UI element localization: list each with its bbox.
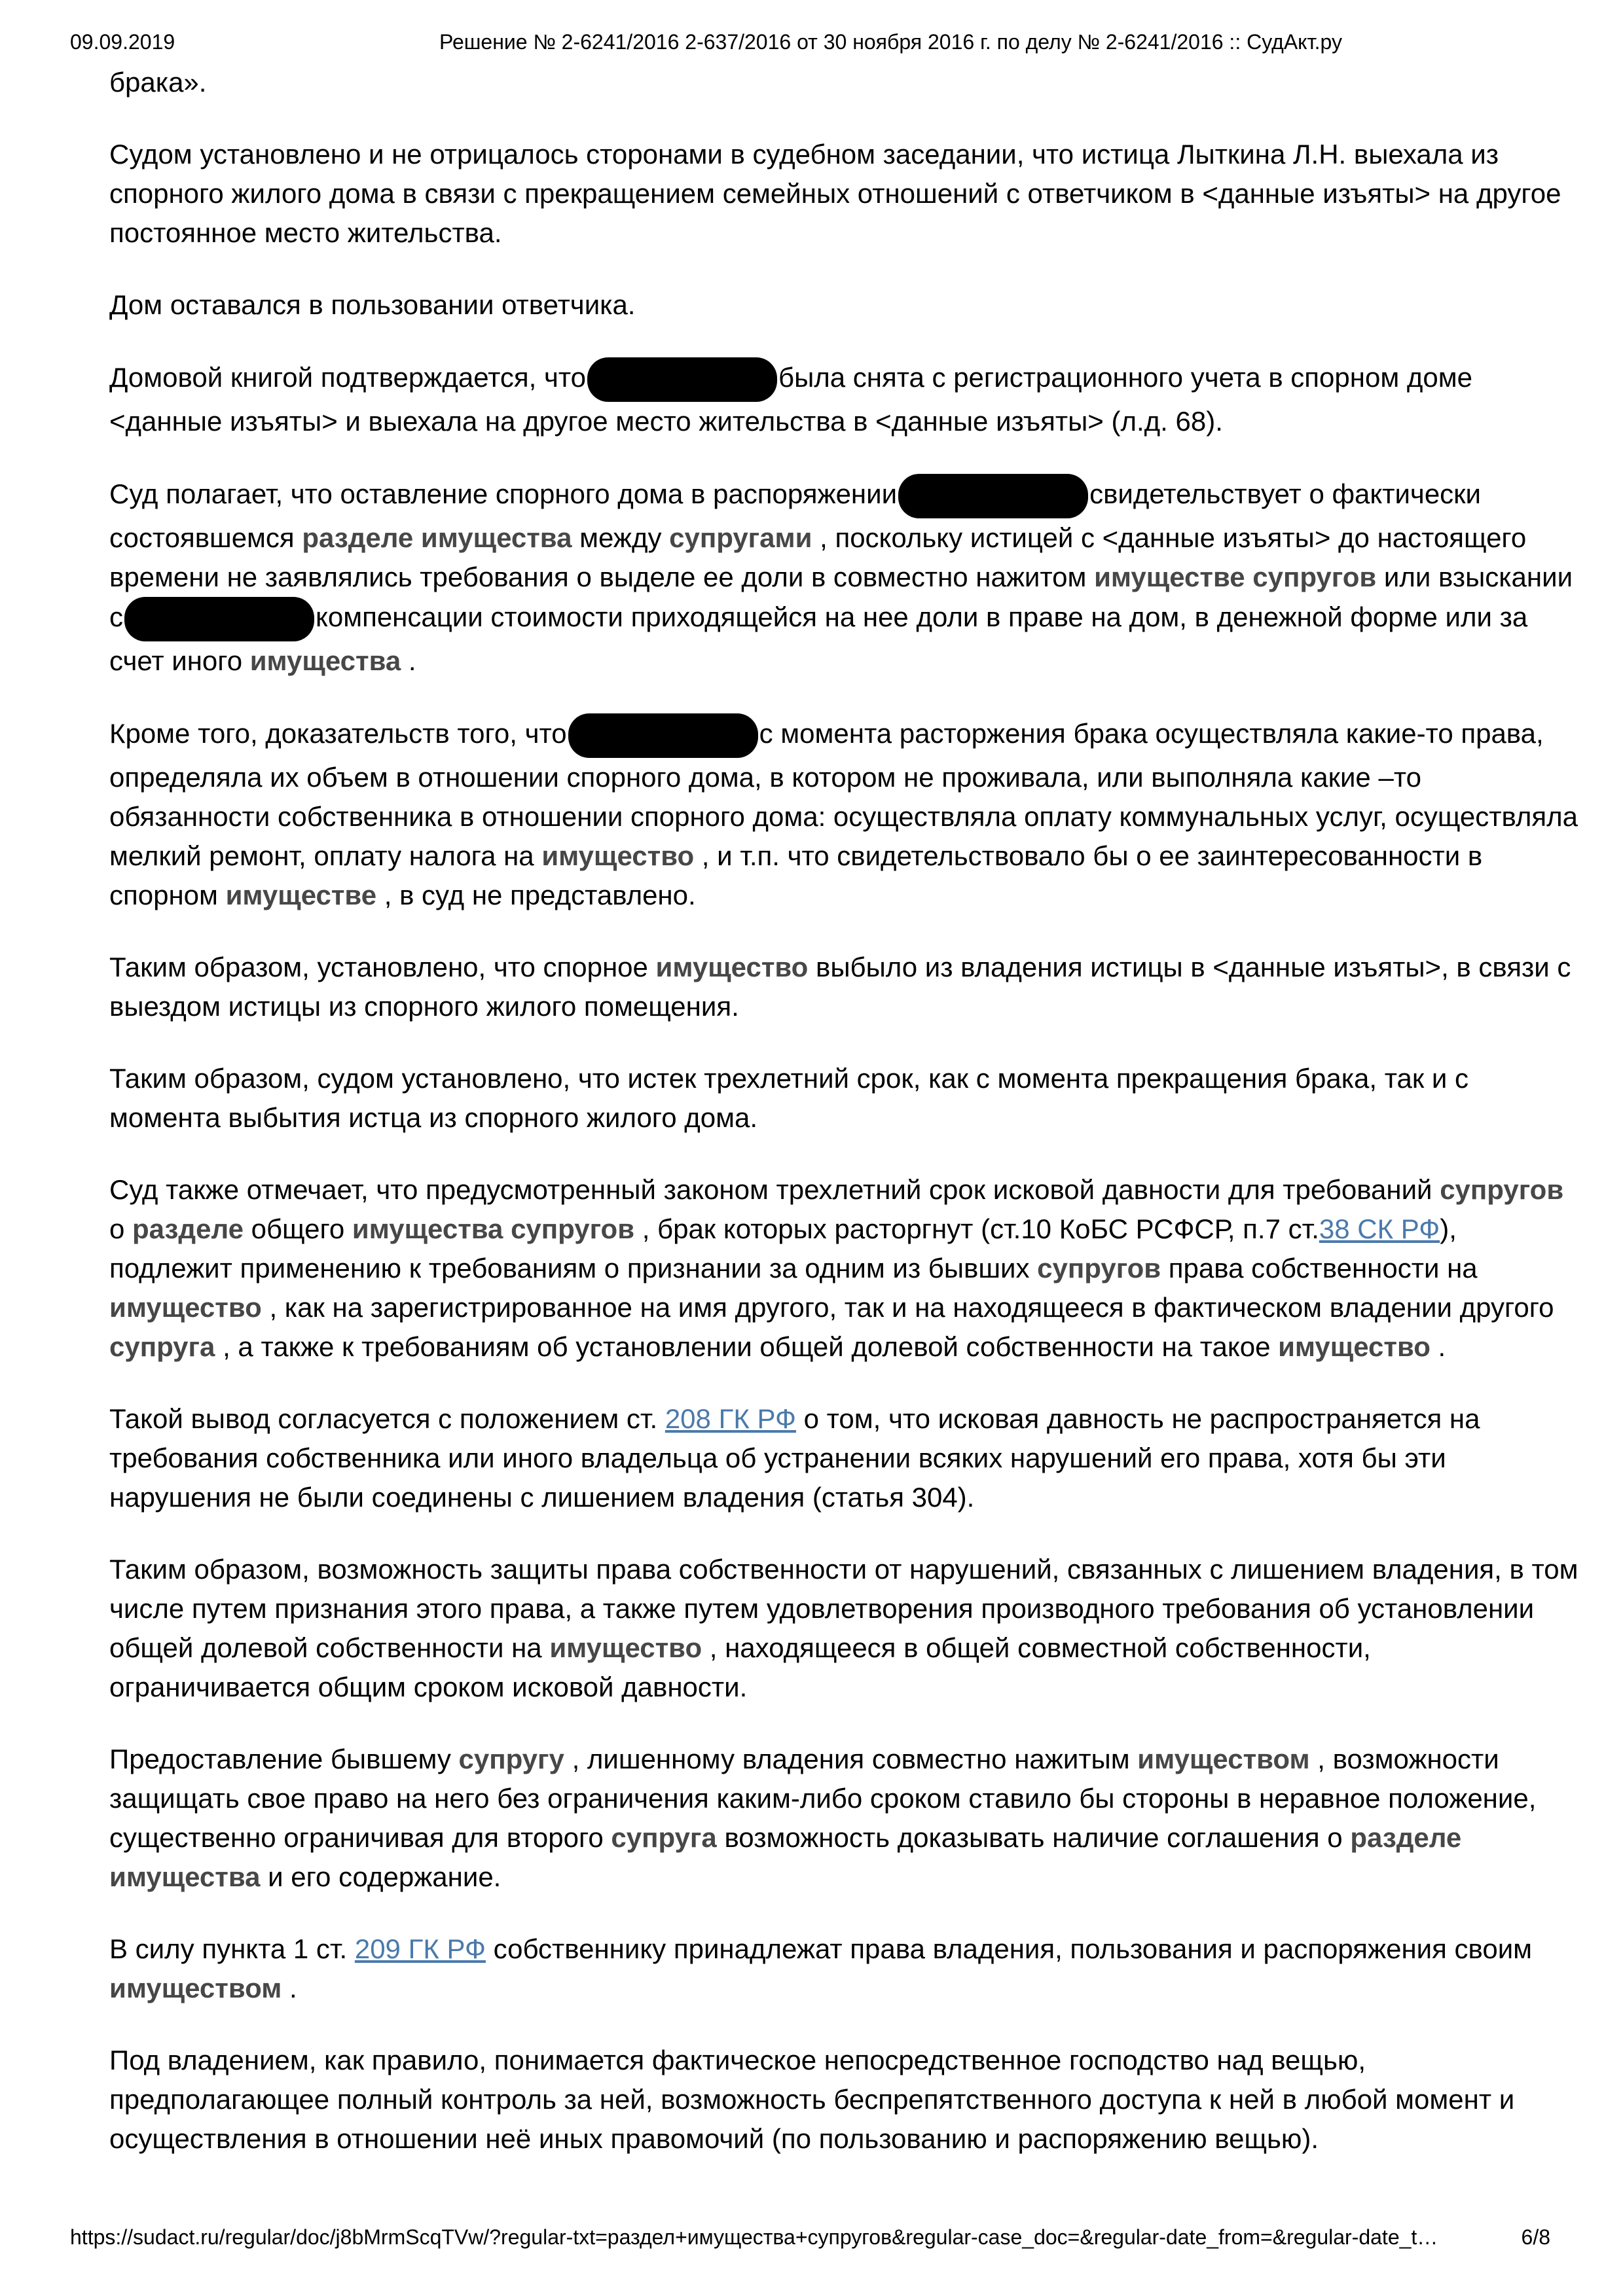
text-run: , находящееся в общей совместной собственности, ограничивается общим сроком исковой давности. [109, 1632, 1371, 1702]
text-run: Дом оставался в пользовании ответчика. [109, 289, 636, 320]
text-run: Такой вывод согласуется с положением ст. [109, 1403, 665, 1434]
text-run: Судом установлено и не отрицалось сторонами в судебном заседании, что истица Лыткина Л.Н. выехала из спорного жилого дома в связи с прекращением семейных отношений с ответчиком в <данные изъяты> на другое постоянное место жительства. [109, 139, 1561, 248]
law-link[interactable]: 209 ГК РФ [354, 1933, 486, 1964]
text-run: , лишенному владения совместно нажитым [564, 1744, 1138, 1774]
highlighted-term: имущества супругов [352, 1213, 635, 1244]
text-run: . [401, 645, 416, 676]
law-link[interactable]: 208 ГК РФ [665, 1403, 796, 1434]
text-run: о том, что исковая давность не распространяется на требования собственника или иного владельца об устранении всяких нарушений его права, хотя бы эти нарушения не были соединены с лишением владения (статья 304). [109, 1403, 1480, 1513]
text-run: , и т.п. что свидетельствовало бы о ее заинтересованности в спорном [109, 840, 1483, 910]
text-run: Таким образом, установлено, что спорное [109, 952, 656, 982]
highlighted-term: супругов [1037, 1253, 1161, 1283]
highlighted-term: имуществе [225, 880, 377, 910]
paragraph [109, 713, 1579, 915]
document-body [109, 63, 1579, 2191]
text-run: Суд также отмечает, что предусмотренный законом трехлетний срок исковой давности для требований [109, 1174, 1440, 1205]
highlighted-term: имуществом [109, 1973, 282, 2003]
text-run: Домовой книгой подтверждается, что [109, 362, 587, 393]
text-run: Кроме того, доказательств того, что [109, 718, 567, 749]
text-run: компенсации стоимости приходящейся на нее доли в праве на дом, в денежной форме или за счет иного [109, 601, 1528, 676]
text-run: , поскольку истицей с <данные изъяты> до настоящего времени не заявлялись требования о выделе ее доли в совместно нажитом [109, 522, 1527, 592]
text-run: . [282, 1973, 297, 2003]
highlighted-term: имущество [541, 840, 695, 871]
paragraph [109, 1399, 1579, 1517]
paragraph [109, 1059, 1579, 1138]
text-run: , в суд не представлено. [376, 880, 696, 910]
text-run: Таким образом, судом установлено, что истек трехлетний срок, как с момента прекращения брака, так и с момента выбытия истца из спорного жилого дома. [109, 1063, 1469, 1133]
redaction-box [587, 357, 777, 402]
paragraph [109, 948, 1579, 1026]
text-run: В силу пункта 1 ст. [109, 1933, 355, 1964]
text-run: с момента расторжения брака осуществляла какие-то права, определяла их объем в отношении спорного дома, в котором не проживала, или выполняла какие –то обязанности собственника в отношении спорного дома: осуществляла оплату коммунальных услуг, осуществляла мелкий ремонт, оплату налога на [109, 718, 1578, 871]
highlighted-term: имущество [1278, 1331, 1431, 1362]
paragraph [109, 1550, 1579, 1707]
print-footer-url: https://sudact.ru/regular/doc/j8bMrmScqTVw/?regular-txt=раздел+имущества+супругов&regular-case_doc=&regular-date_from=&regular-date_t… [70, 2225, 1438, 2249]
highlighted-term: имущество [655, 952, 809, 982]
text-run: о [109, 1213, 133, 1244]
print-header-date: 09.09.2019 [70, 30, 175, 54]
text-run: между [572, 522, 670, 553]
paragraph [109, 2041, 1579, 2159]
text-run: брака». [109, 67, 207, 98]
text-run: собственнику принадлежат права владения, пользования и распоряжения своим [485, 1933, 1533, 1964]
text-run: Суд полагает, что оставление спорного дома в распоряжении [109, 478, 898, 510]
highlighted-term: супругу [458, 1744, 564, 1774]
redaction-box [568, 713, 758, 758]
paragraph [109, 63, 1579, 102]
highlighted-term: супруга [611, 1822, 717, 1853]
paragraph [109, 135, 1579, 253]
text-run: права собственности на [1161, 1253, 1478, 1283]
law-link[interactable]: 38 СК РФ [1319, 1213, 1440, 1244]
highlighted-term: имущества [249, 645, 401, 676]
highlighted-term: разделе имущества [109, 1822, 1462, 1892]
text-run: и его содержание. [260, 1861, 501, 1892]
highlighted-term: разделе [132, 1213, 244, 1244]
text-run: Под владением, как правило, понимается фактическое непосредственное господство над вещью, предполагающее полный контроль за ней, возможность беспрепятственного доступа к ней в любой момент и осуществления в отношении неё иных правомочий (по пользованию и распоряжению вещью). [109, 2045, 1515, 2154]
highlighted-term: супругами [669, 522, 812, 553]
text-run: ), подлежит применению к требованиям о признании за одним из бывших [109, 1213, 1457, 1283]
text-run: , а также к требованиям об установлении общей долевой собственности на такое [215, 1331, 1279, 1362]
highlighted-term: имуществе супругов [1094, 562, 1377, 592]
highlighted-term: супруга [109, 1331, 215, 1362]
paragraph [109, 1170, 1579, 1367]
text-run: , как на зарегистрированное на имя другого, так и на находящееся в фактическом владении другого [261, 1292, 1554, 1323]
text-run: общего [243, 1213, 352, 1244]
text-run: была снята с регистрационного учета в спорном доме <данные изъяты> и выехала на другое место жительства в <данные изъяты> (л.д. 68). [109, 362, 1472, 437]
text-run: Предоставление бывшему [109, 1744, 459, 1774]
text-run: выбыло из владения истицы в <данные изъяты>, в связи с выездом истицы из спорного жилого помещения. [109, 952, 1571, 1022]
text-run: возможность доказывать наличие соглашения о [716, 1822, 1351, 1853]
highlighted-term: имущество [549, 1632, 702, 1663]
text-run: , возможности защищать свое право на него без ограничения каким-либо сроком ставило бы стороны в неравное положение, существенно ограничивая для второго [109, 1744, 1537, 1853]
highlighted-term: супругов [1440, 1174, 1564, 1205]
print-footer-page-number: 6/8 [1521, 2225, 1550, 2249]
paragraph [109, 285, 1579, 325]
text-run: , брак которых расторгнут (ст.10 КоБС РСФСР, п.7 ст. [634, 1213, 1319, 1244]
text-run: Таким образом, возможность защиты права собственности от нарушений, связанных с лишением владения, в том числе путем признания этого права, а также путем удовлетворения производного требования об установлении общей долевой собственности на [109, 1554, 1578, 1663]
paragraph [109, 357, 1579, 441]
highlighted-term: имуществом [1137, 1744, 1310, 1774]
highlighted-term: имущество [109, 1292, 262, 1323]
paragraph [109, 1740, 1579, 1897]
print-header-title: Решение № 2-6241/2016 2-637/2016 от 30 ноября 2016 г. по делу № 2-6241/2016 :: СудАкт.ру [439, 30, 1342, 54]
redaction-box [124, 597, 314, 641]
highlighted-term: разделе имущества [302, 522, 572, 553]
text-run: . [1430, 1331, 1446, 1362]
redaction-box [898, 474, 1088, 518]
paragraph [109, 474, 1579, 681]
text-run: или взыскании с [109, 562, 1573, 633]
paragraph [109, 1929, 1579, 2008]
text-run: свидетельствует о фактически состоявшемся [109, 478, 1482, 553]
